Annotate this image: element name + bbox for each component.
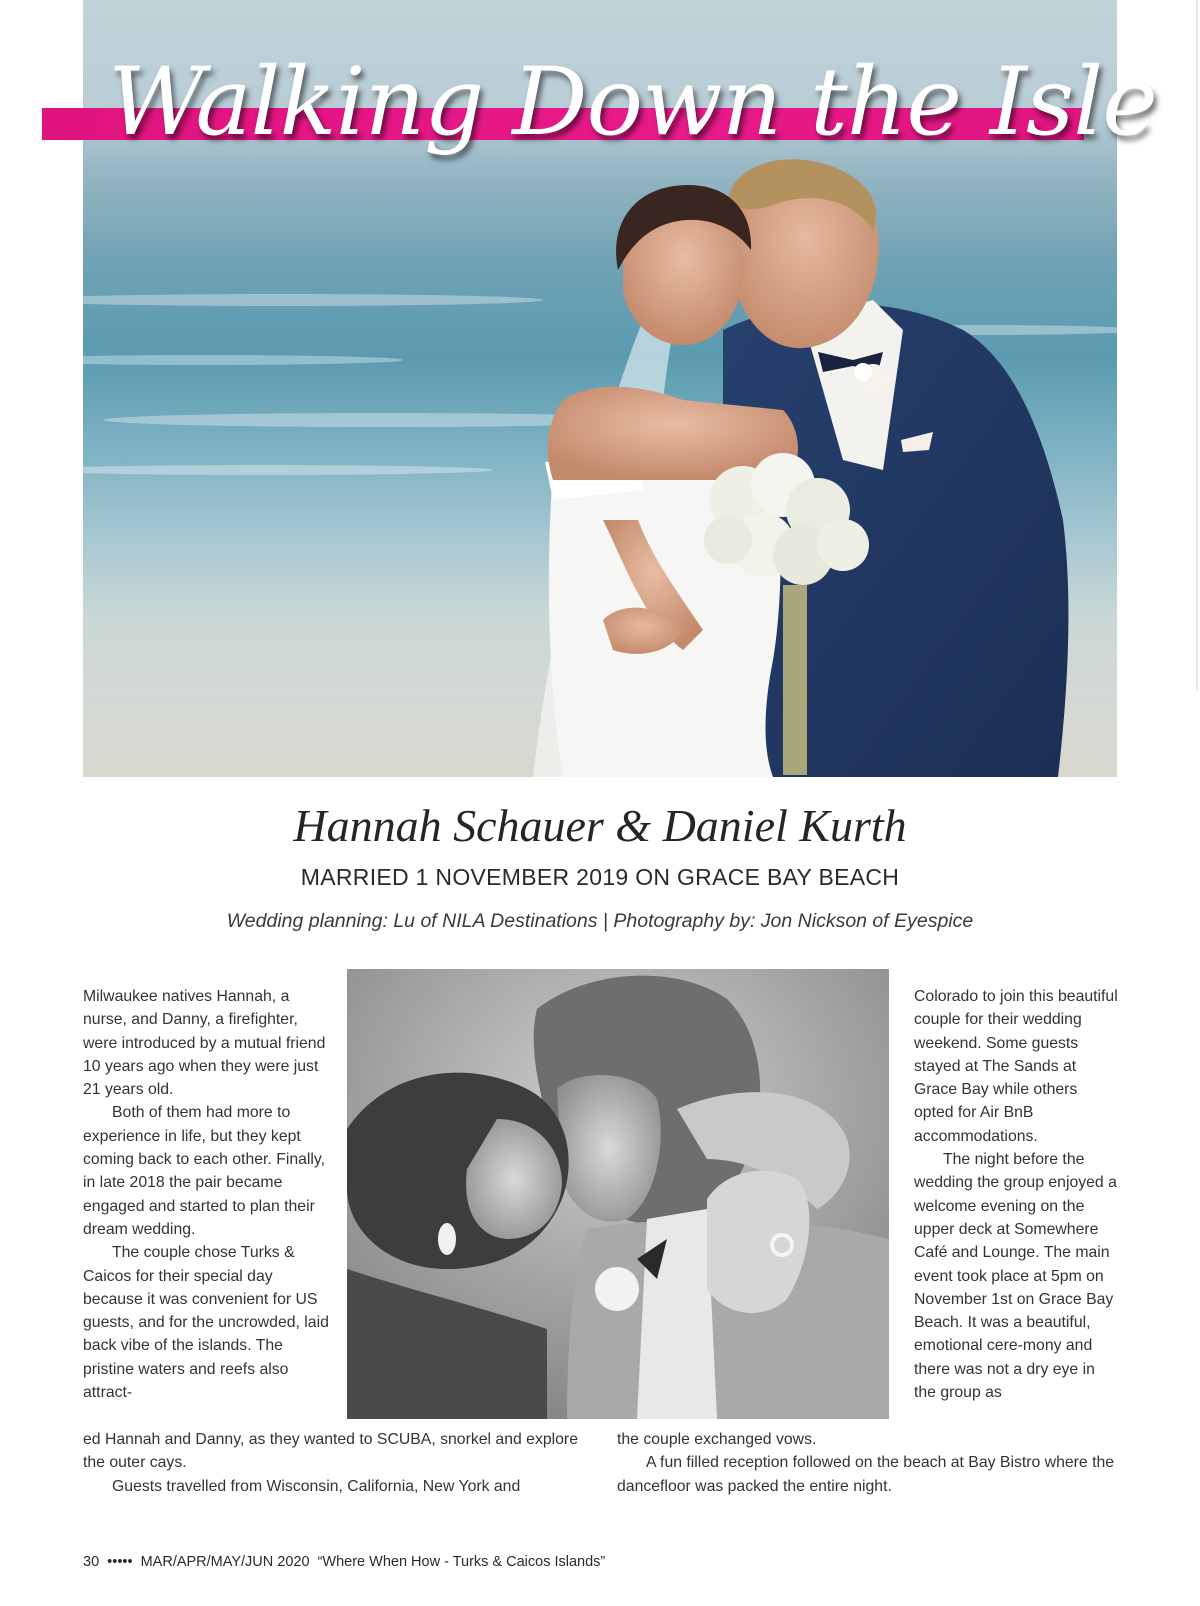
page-title: Walking Down the Isle bbox=[108, 48, 1157, 157]
photo-credits: Wedding planning: Lu of NILA Destinations | Photography by: Jon Nickson of Eyespice bbox=[226, 910, 974, 932]
paragraph: Colorado to join this beautiful couple for their wedding weekend. Some guests stayed at The Sands at Grace Bay while others opted for Air BnB accommodations. bbox=[914, 988, 1118, 1145]
paragraph: A fun filled reception followed on the beach at Bay Bistro where the dancefloor was packed the entire night. bbox=[617, 1454, 1115, 1495]
publication-name: “Where When How - Turks & Caicos Islands” bbox=[317, 1554, 606, 1570]
article-bottom-right bbox=[617, 1428, 1117, 1498]
couple-names: Hannah Schauer & Daniel Kurth bbox=[293, 800, 907, 851]
issue-date: MAR/APR/MAY/JUN 2020 bbox=[140, 1554, 310, 1570]
paragraph: The couple chose Turks & Caicos for their special day because it was convenient for US guests, and for the uncrowded, laid back vibe of the islands. The pristine waters and reefs also attract- bbox=[83, 1244, 329, 1402]
page-number: 30 bbox=[83, 1554, 100, 1570]
paragraph: Both of them had more to experience in life, but they kept coming back to each other. Finally, in late 2018 the pair became engaged and started to plan their dream wedding. bbox=[83, 1104, 326, 1238]
black-white-kiss-photo bbox=[347, 969, 889, 1419]
page-footer bbox=[83, 1552, 983, 1572]
paragraph: the couple exchanged vows. bbox=[617, 1431, 817, 1448]
paragraph: Milwaukee natives Hannah, a nurse, and Danny, a firefighter, were introduced by a mutual friend 10 years ago when they were just 21 years old. bbox=[83, 988, 326, 1099]
article-right-column bbox=[914, 985, 1119, 1404]
wedding-date-location: MARRIED 1 NOVEMBER 2019 ON GRACE BAY BEACH bbox=[300, 864, 900, 890]
paragraph: Guests travelled from Wisconsin, California, New York and bbox=[112, 1477, 521, 1495]
paragraph: The night before the wedding the group enjoyed a welcome evening on the upper deck at Somewhere Café and Lounge. The main event took place at 5pm on November 1st on Grace Bay Beach. It was a beautiful, emotional cere-mony and there was not a dry eye in the group as bbox=[914, 1151, 1117, 1402]
page-edge-line bbox=[1196, 0, 1198, 690]
article-bottom-left bbox=[83, 1428, 583, 1498]
footer-dots: ••••• bbox=[107, 1554, 133, 1570]
kiss-photo bbox=[347, 969, 889, 1419]
article-left-column bbox=[83, 985, 333, 1404]
paragraph: ed Hannah and Danny, as they wanted to SCUBA, snorkel and explore the outer cays. bbox=[83, 1431, 578, 1472]
